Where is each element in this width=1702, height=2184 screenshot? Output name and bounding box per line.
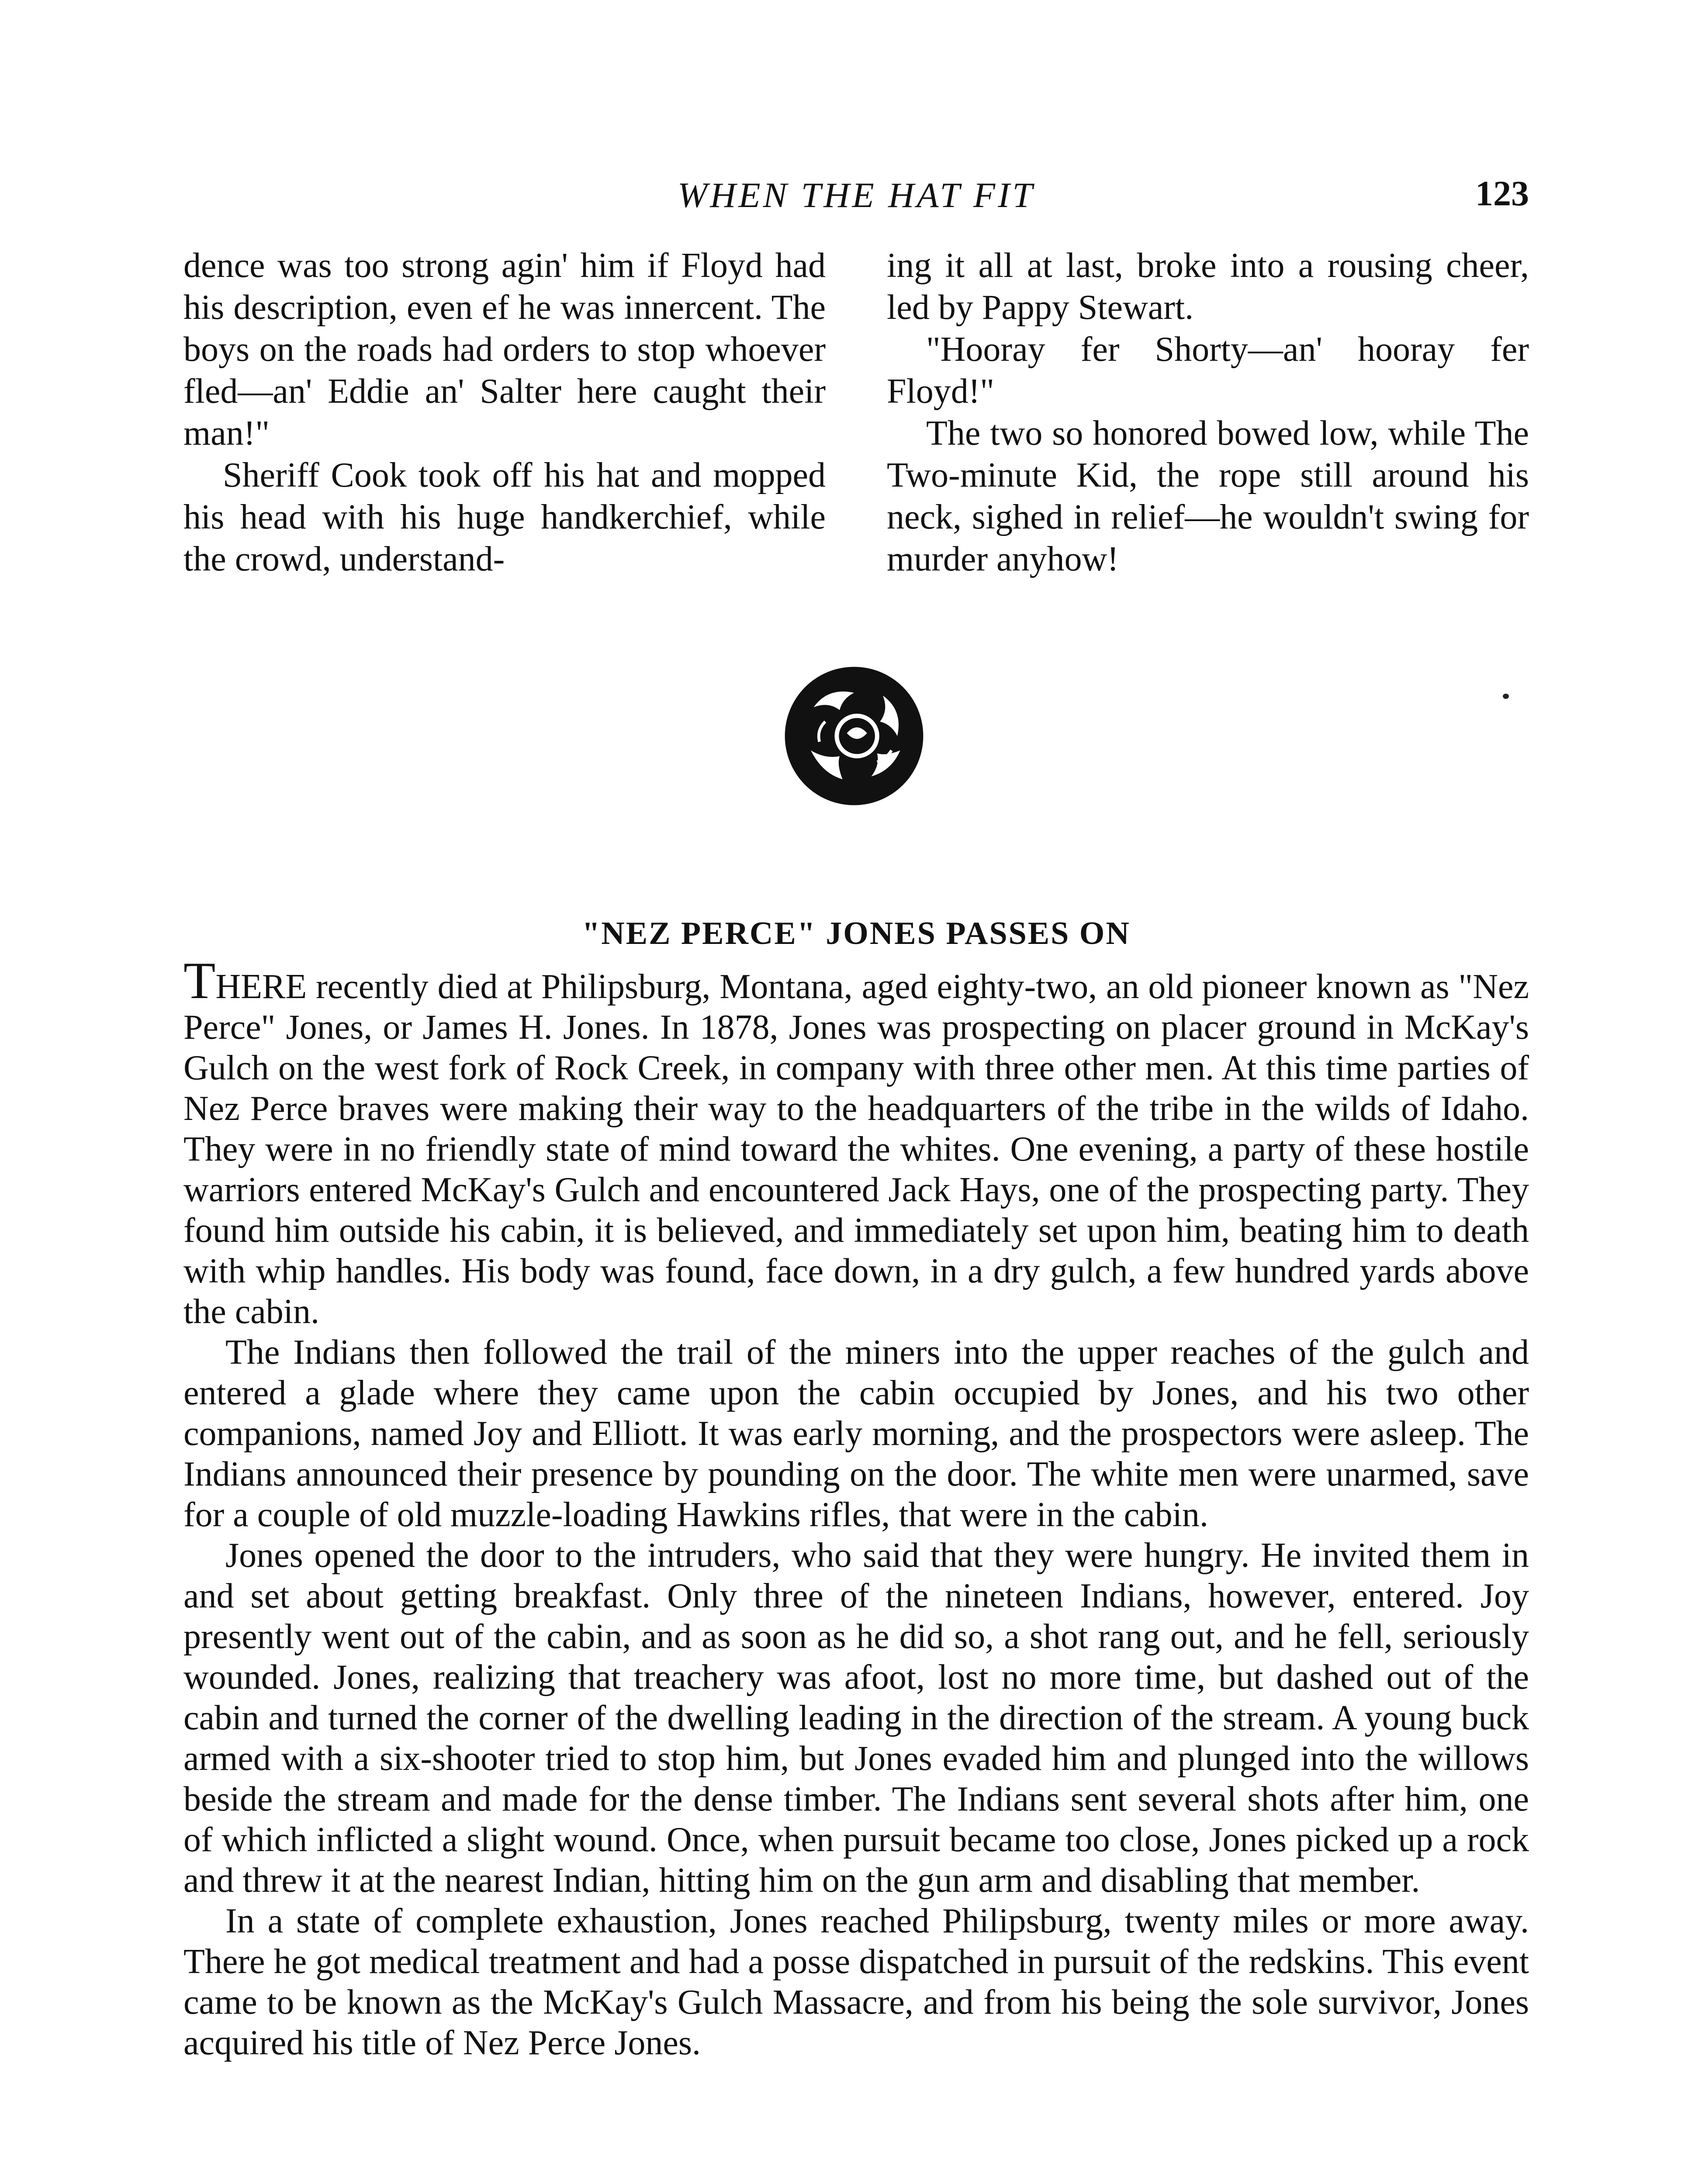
- paragraph: Sheriff Cook took off his hat and mopped his head with his huge handkerchief, while the crowd, understand-: [183, 456, 826, 578]
- paragraph: The Indians then followed the trail of the miners into the upper reaches of the gulch and entered a glade where they came upon the cabin occupied by Jones, and his two other companions, named Joy and Elliott. It was early morning, and the prospectors were asleep. The Indians announced their presence by pounding on the door. The white men were unarmed, save for a couple of old muzzle-loading Hawkins rifles, that were in the cabin.: [183, 1333, 1529, 1534]
- page-number: 123: [1475, 173, 1529, 213]
- paragraph: dence was too strong agin' him if Floyd had his description, even ef he was innercent. The boys on the roads had orders to stop whoever fled—an' Eddie an' Salter here caught their man!": [183, 246, 826, 453]
- print-speck: [1503, 694, 1509, 699]
- paragraph: The two so honored bowed low, while The Two-minute Kid, the rope still around his neck, sighed in relief—he wouldn't swing for murder anyhow!: [887, 414, 1529, 578]
- rose-ornament-icon: [782, 664, 926, 808]
- previous-story-ending: [183, 245, 1529, 580]
- left-column: [183, 245, 826, 580]
- paragraph: In a state of complete exhaustion, Jones reached Philipsburg, twenty miles or more away. There he got medical treatment and had a posse dispatched in pursuit of the redskins. This event came to be known as the McKay's Gulch Massacre, and from his being the sole survivor, Jones acquired his title of Nez Perce Jones.: [183, 1902, 1529, 2062]
- article-body: [183, 951, 1529, 2063]
- article-title: "NEZ PERCE" JONES PASSES ON: [582, 916, 1131, 951]
- paragraph: ing it all at last, broke into a rousing cheer, led by Pappy Stewart.: [887, 246, 1529, 327]
- page-header: [183, 175, 1529, 223]
- paragraph: THERE recently died at Philipsburg, Montana, aged eighty-two, an old pioneer known as "Nez Perce" Jones, or James H. Jones. In 1878, Jones was prospecting on placer ground in McKay's Gulch on the west fork of Rock Creek, in company with three other men. At this time parties of Nez Perce braves were making their way to the headquarters of the tribe in the wilds of Idaho. They were in no friendly state of mind toward the whites. One evening, a party of these hostile warriors entered McKay's Gulch and encountered Jack Hays, one of the prospecting party. They found him outside his cabin, it is believed, and immediately set upon him, beating him to death with whip handles. His body was found, face down, in a dry gulch, a few hundred yards above the cabin.: [183, 951, 1529, 1331]
- running-head: WHEN THE HAT FIT: [677, 175, 1035, 215]
- paragraph: "Hooray fer Shorty—an' hooray fer Floyd!": [887, 330, 1529, 411]
- paragraph: Jones opened the door to the intruders, who said that they were hungry. He invited them in and set about getting breakfast. Only three of the nineteen Indians, however, entered. Joy presently went out of the cabin, and as soon as he did so, a shot rang out, and he fell, seriously wounded. Jones, realizing that treachery was afoot, lost no more time, but dashed out of the cabin and turned the corner of the dwelling leading in the direction of the stream. A young buck armed with a six-shooter tried to stop him, but Jones evaded him and plunged into the willows beside the stream and made for the dense timber. The Indians sent several shots after him, one of which inflicted a slight wound. Once, when pursuit became too close, Jones picked up a rock and threw it at the nearest Indian, hitting him on the gun arm and disabling that member.: [183, 1536, 1529, 1900]
- right-column: [887, 245, 1529, 580]
